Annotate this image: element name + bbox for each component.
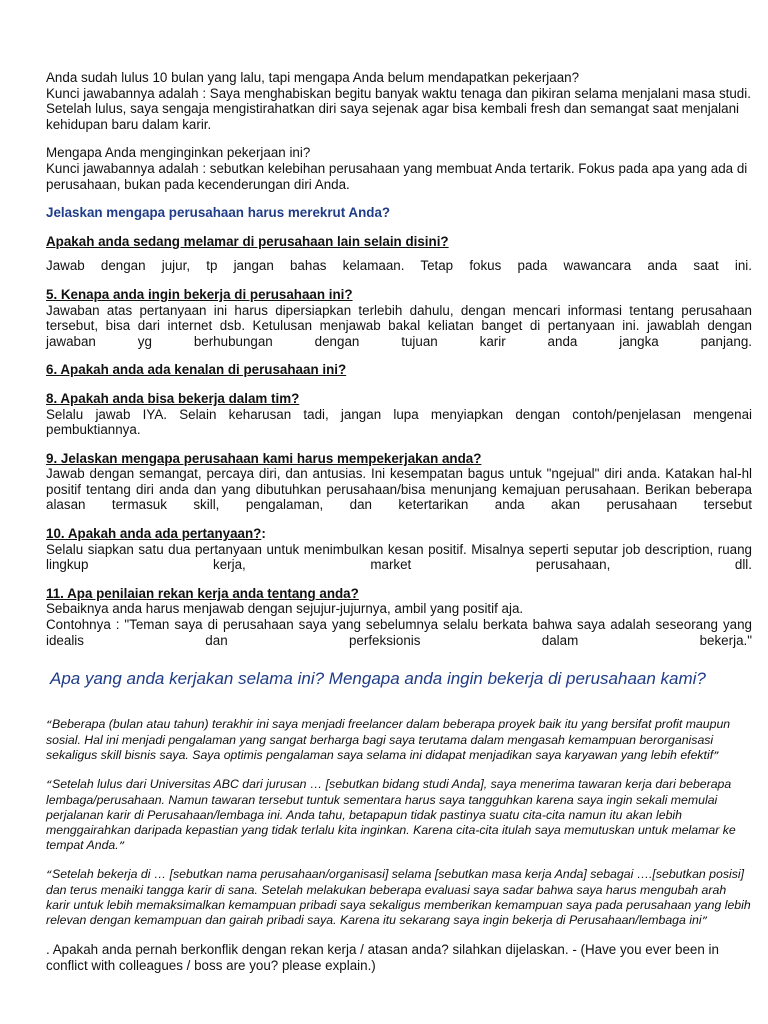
intro-section	[46, 70, 752, 132]
q8-question: 8. Apakah anda bisa bekerja dalam tim?	[46, 390, 300, 406]
open-quote: “	[46, 870, 53, 882]
q11-answer-1: Sebaiknya anda harus menjawab dengan sejujur-jujurnya, ambil yang positif aja.	[46, 601, 524, 617]
blue-heading: Jelaskan mengapa perusahaan harus merekrut Anda?	[46, 205, 391, 221]
why-want-question: Mengapa Anda menginginkan pekerjaan ini?	[46, 145, 311, 161]
q10-colon: :	[261, 526, 266, 542]
conflict-question: . Apakah anda pernah berkonflik dengan rekan kerja / atasan anda? silahkan dijelaskan. - (Have you ever been in conflict with colleagues / boss are you? please explain.)	[46, 942, 719, 973]
other-company-question: Apakah anda sedang melamar di perusahaan lain selain disini?	[46, 233, 449, 249]
q11-question: 11. Apa penilaian rekan kerja anda tentang anda?	[46, 585, 359, 601]
q5-question: 5. Kenapa anda ingin bekerja di perusahaan ini?	[46, 286, 353, 302]
q5-answer: Jawaban atas pertanyaan ini harus dipersiapkan terlebih dahulu, dengan mencari informasi tentang perusahaan tersebut, bisa dari internet dsb. Ketulusan menjawab bakal keliatan banget di pertanyaan ini. jawablah dengan jawaban yg berhubungan dengan tujuan karir anda jangka panjang.	[46, 302, 752, 349]
open-quote: “	[46, 720, 53, 732]
q10-heading	[46, 526, 752, 542]
close-quote: ”	[701, 916, 708, 928]
answer-example-2-text: Setelah lulus dari Universitas ABC dari jurusan … [sebutkan bidang studi Anda], saya menerima tawaran kerja dari beberapa lembaga/perusahaan. Namun tawaran tersebut tuntuk sementara harus saya tangguhkan karena saya ingin sekali memulai perjalanan karir di Perusahaan/lembaga ini. Anda tahu, betapapun tidak pastinya suatu cita-cita namun itu akan lebih menggairahkan daripada kepastian yang tidak terlalu kita inginkan. Karena cita-cita itulah saya memutuskan untuk melamar ke tempat Anda.	[46, 777, 736, 853]
q8-section	[46, 391, 752, 438]
q10-answer: Selalu siapkan satu dua pertanyaan untuk menimbulkan kesan positif. Misalnya seperti seputar job description, ruang lingkup kerja, market perusahaan, dll.	[46, 541, 752, 573]
big-heading: Apa yang anda kerjakan selama ini? Mengapa anda ingin bekerja di perusahaan kami?	[50, 669, 706, 689]
answer-example-2	[46, 777, 752, 854]
q10-question: 10. Apakah anda ada pertanyaan?	[46, 526, 262, 542]
q11-section	[46, 586, 752, 648]
q5-section	[46, 287, 752, 349]
open-quote: “	[46, 780, 53, 792]
q9-section	[46, 451, 752, 513]
answer-example-1	[46, 717, 752, 764]
q10-section	[46, 526, 752, 573]
q8-answer: Selalu jawab IYA. Selain keharusan tadi, jangan lupa menyiapkan dengan contoh/penjelasan mengenai pembuktiannya.	[46, 406, 752, 438]
other-company-answer: Jawab dengan jujur, tp jangan bahas kelamaan. Tetap fokus pada wawancara anda saat ini.	[46, 258, 752, 274]
q9-question: 9. Jelaskan mengapa perusahaan kami harus mempekerjakan anda?	[46, 450, 482, 466]
answer-example-3	[46, 867, 752, 929]
why-want-answer: Kunci jawabannya adalah : sebutkan kelebihan perusahaan yang membuat Anda tertarik. Fokus pada apa yang ada di perusahaan, bukan pada kecenderungan diri Anda.	[46, 160, 748, 192]
q11-answer-2: Contohnya : "Teman saya di perusahaan saya yang sebelumnya selalu berkata bahwa saya adalah seseorang yang idealis dan perfeksionis dalam bekerja."	[46, 617, 752, 648]
answer-example-1-text: Beberapa (bulan atau tahun) terakhir ini saya menjadi freelancer dalam beberapa proyek baik itu yang bersifat profit maupun sosial. Hal ini menjadi pengalaman yang sangat berharga bagi saya terutama dalam mengasah kemampuan berorganisasi sekaligus skill bisnis saya. Saya optimis pengalaman saya selama ini didapat menjadikan saya karyawan yang lebih efektif	[46, 717, 731, 763]
document-page	[46, 70, 752, 973]
q6-question: 6. Apakah anda ada kenalan di perusahaan ini?	[46, 362, 347, 378]
close-quote: ”	[118, 841, 125, 853]
q9-answer: Jawab dengan semangat, percaya diri, dan antusias. Ini kesempatan bagus untuk "ngejual" diri anda. Katakan hal-hl positif tentang diri anda dan yang dibutuhkan perusahaan/bisa menunjang kemajuan perusahaan. Berikan beberapa alasan termasuk skill, pengalaman, dan ketertarikan anda akan perusahaan tersebut	[46, 466, 752, 513]
answer-example-3-text: Setelah bekerja di … [sebutkan nama perusahaan/organisasi] selama [sebutkan masa kerja Anda] sebagai ….[sebutkan posisi] dan terus menaiki tangga karir di sana. Setelah melakukan beberapa evaluasi saya sadar bahwa saya harus mengubah arah karir untuk lebih memaksimalkan kemampuan pribadi saya sekaligus memberikan kemampuan saya pada perusahaan yang lebih relevan dengan kemampuan dan gairah pribadi saya. Karena itu sekarang saya ingin bekerja di Perusahaan/lembaga ini	[46, 867, 751, 928]
intro-question: Anda sudah lulus 10 bulan yang lalu, tapi mengapa Anda belum mendapatkan pekerjaan?	[46, 70, 580, 85]
close-quote: ”	[713, 751, 720, 763]
why-want-section	[46, 145, 752, 192]
intro-answer: Kunci jawabannya adalah : Saya menghabiskan begitu banyak waktu tenaga dan pikiran selama menjalani masa studi. Setelah lulus, saya sengaja mengistirahatkan diri saya sejenak agar bisa kembali fresh dan semangat saat menjalani kehidupan baru dalam karir.	[46, 85, 751, 132]
